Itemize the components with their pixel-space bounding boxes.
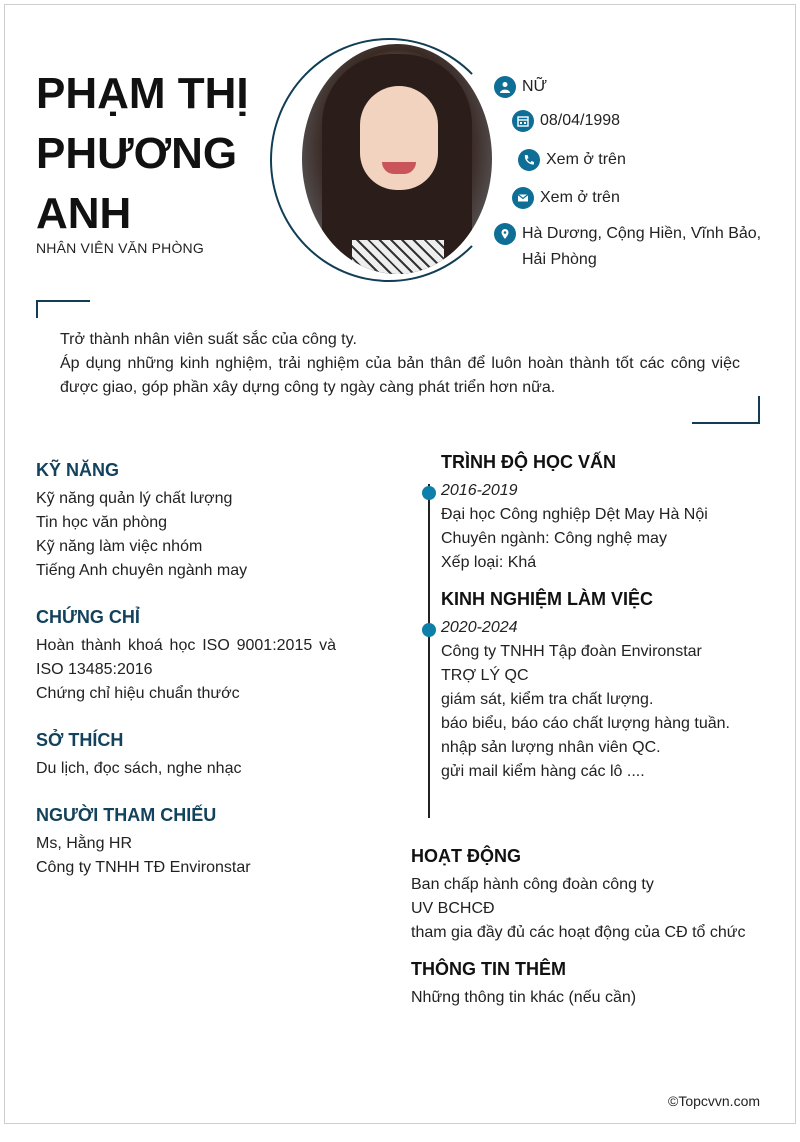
experience-task: báo biểu, báo cáo chất lượng hàng tuần. xyxy=(441,715,730,732)
experience-task: nhập sản lượng nhân viên QC. xyxy=(441,739,661,756)
additional-info-text: Những thông tin khác (nếu cần) xyxy=(411,989,637,1006)
name-line: PHƯƠNG xyxy=(36,129,238,178)
gender-value: NỮ xyxy=(522,78,548,95)
section-title: THÔNG TIN THÊM xyxy=(411,959,566,979)
name-line: ANH xyxy=(36,189,132,238)
career-objective xyxy=(60,328,740,400)
education-grade: Xếp loại: Khá xyxy=(441,554,537,571)
section-title: KINH NGHIỆM LÀM VIỆC xyxy=(441,589,654,609)
section-title: KỸ NĂNG xyxy=(36,460,120,480)
profile-photo xyxy=(302,44,492,274)
objective-line: Áp dụng những kinh nghiệm, trải nghiệm của bản thân để luôn hoàn thành tốt các công việc được giao, góp phần xây dựng công ty ngày càng phát triển hơn nữa. xyxy=(60,355,740,396)
hobbies-section xyxy=(36,730,336,781)
candidate-name xyxy=(36,64,276,244)
experience-section xyxy=(441,589,781,784)
copyright-footer: ©Topcvvn.com xyxy=(668,1093,761,1109)
email-value: Xem ở trên xyxy=(540,189,620,206)
objective-corner-bottom xyxy=(692,396,760,424)
timeline-line xyxy=(428,484,430,818)
phone-value: Xem ở trên xyxy=(546,151,626,168)
experience-position: TRỢ LÝ QC xyxy=(441,667,529,684)
objective-corner-top xyxy=(36,300,90,318)
skill-item: Kỹ năng quản lý chất lượng xyxy=(36,490,233,507)
activity-item: tham gia đầy đủ các hoạt động của CĐ tổ chức xyxy=(411,924,746,941)
section-title: TRÌNH ĐỘ HỌC VẤN xyxy=(441,452,616,472)
calendar-icon xyxy=(512,110,534,132)
education-period: 2016-2019 xyxy=(441,482,518,499)
reference-item: Ms, Hằng HR xyxy=(36,835,133,852)
section-title: SỞ THÍCH xyxy=(36,730,124,750)
dob-row xyxy=(512,108,620,134)
timeline-dot xyxy=(422,623,436,637)
timeline-dot xyxy=(422,486,436,500)
name-line: PHẠM THỊ xyxy=(36,69,249,118)
certificate-item: Chứng chỉ hiệu chuẩn thước xyxy=(36,685,240,702)
skill-item: Tiếng Anh chuyên ngành may xyxy=(36,562,248,579)
gender-row xyxy=(494,74,547,100)
address-row xyxy=(494,221,784,273)
job-title: NHÂN VIÊN VĂN PHÒNG xyxy=(36,240,204,256)
mail-icon xyxy=(512,187,534,209)
person-icon xyxy=(494,76,516,98)
certificates-section xyxy=(36,607,336,706)
experience-company: Công ty TNHH Tập đoàn Environstar xyxy=(441,643,702,660)
section-title: NGƯỜI THAM CHIẾU xyxy=(36,805,217,825)
education-school: Đại học Công nghiệp Dệt May Hà Nội xyxy=(441,506,708,523)
email-row xyxy=(512,185,620,211)
skills-section xyxy=(36,460,336,583)
activity-item: Ban chấp hành công đoàn công ty xyxy=(411,876,654,893)
experience-period: 2020-2024 xyxy=(441,619,518,636)
references-section xyxy=(36,805,336,880)
experience-task: giám sát, kiểm tra chất lượng. xyxy=(441,691,654,708)
hobbies-text: Du lịch, đọc sách, nghe nhạc xyxy=(36,760,242,777)
certificate-item: Hoàn thành khoá học ISO 9001:2015 và ISO 13485:2016 xyxy=(36,637,336,678)
section-title: CHỨNG CHỈ xyxy=(36,607,140,627)
experience-task: gửi mail kiểm hàng các lô .... xyxy=(441,763,645,780)
activities-section xyxy=(411,846,781,945)
skill-item: Tin học văn phòng xyxy=(36,514,168,531)
additional-info-section xyxy=(411,959,781,1010)
phone-row xyxy=(518,147,626,173)
activity-item: UV BCHCĐ xyxy=(411,900,495,917)
skill-item: Kỹ năng làm việc nhóm xyxy=(36,538,203,555)
section-title: HOẠT ĐỘNG xyxy=(411,846,521,866)
reference-item: Công ty TNHH TĐ Environstar xyxy=(36,859,251,876)
dob-value: 08/04/1998 xyxy=(540,112,621,129)
education-major: Chuyên ngành: Công nghệ may xyxy=(441,530,667,547)
address-value: Hà Dương, Cộng Hiền, Vĩnh Bảo, Hải Phòng xyxy=(522,225,762,268)
phone-icon xyxy=(518,149,540,171)
location-pin-icon xyxy=(494,223,516,245)
education-section xyxy=(441,452,781,575)
objective-line: Trở thành nhân viên suất sắc của công ty. xyxy=(60,331,357,348)
